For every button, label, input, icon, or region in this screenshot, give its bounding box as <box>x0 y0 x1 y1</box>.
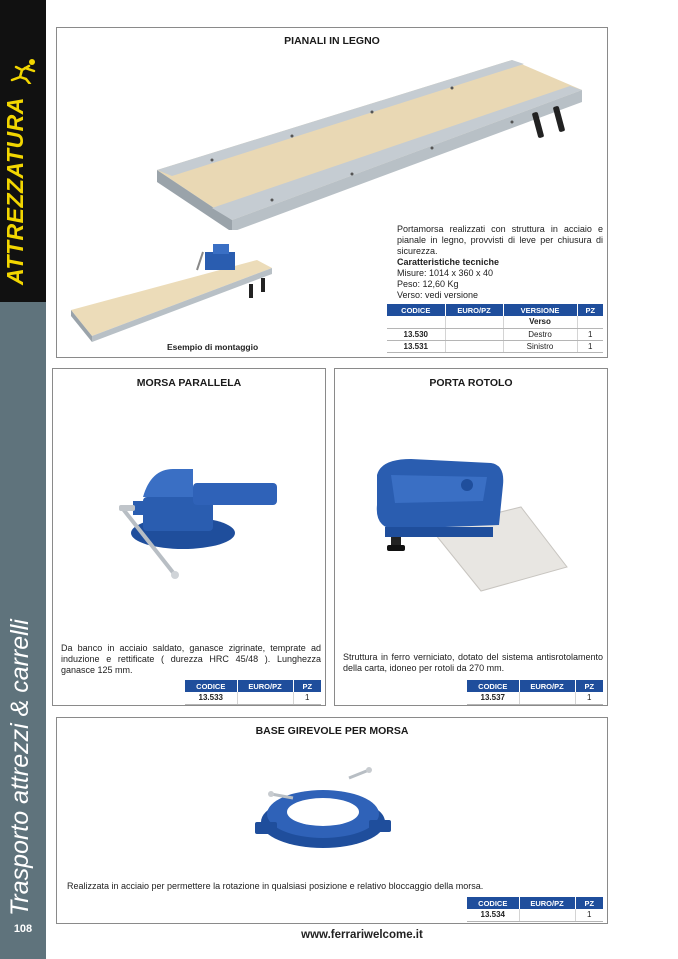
table-header-row <box>467 680 603 692</box>
cell-version: Destro <box>503 328 577 340</box>
cell-code: 13.533 <box>185 692 237 704</box>
cell-pz: 1 <box>293 692 321 704</box>
panel-rotolo <box>334 368 608 706</box>
footer-website-link[interactable]: www.ferrariwelcome.it <box>301 929 423 941</box>
header-codice: CODICE <box>467 680 519 692</box>
cell-euro <box>445 340 503 352</box>
subheader-verso: Verso <box>503 316 577 328</box>
cell-pz: 1 <box>575 692 603 704</box>
swivel-base-image <box>253 764 393 862</box>
cell-pz: 1 <box>575 909 603 921</box>
table-header-row <box>185 680 321 692</box>
side-band <box>0 0 46 959</box>
bench-vise-image <box>113 457 293 587</box>
pianali-description <box>397 224 603 301</box>
header-pz: PZ <box>293 680 321 692</box>
description-text: Portamorsa realizzati con struttura in acciaio e pianale in legno, provvisti di leve per chiusura di sicurezza. <box>397 224 603 256</box>
header-versione: VERSIONE <box>503 304 577 316</box>
panel-morsa <box>52 368 326 706</box>
table-header-row <box>467 897 603 909</box>
category-label: Trasporto attrezzi & carrelli <box>6 619 34 916</box>
rotolo-code-table <box>467 680 603 705</box>
header-codice: CODICE <box>467 897 519 909</box>
table-subheader-row <box>387 316 603 328</box>
header-euro: EURO/PZ <box>519 680 575 692</box>
cell-euro <box>519 692 575 704</box>
header-pz: PZ <box>575 897 603 909</box>
cell-code: 13.530 <box>387 328 445 340</box>
header-euro: EURO/PZ <box>445 304 503 316</box>
table-row <box>387 328 603 340</box>
table-row <box>467 909 603 921</box>
base-code-table <box>467 897 603 922</box>
table-row <box>185 692 321 704</box>
panel-title: BASE GIREVOLE PER MORSA <box>255 725 409 737</box>
paper-roll-holder-image <box>371 455 571 595</box>
mounting-example-label: Esempio di montaggio <box>167 342 259 352</box>
header-codice: CODICE <box>185 680 237 692</box>
table-row <box>467 692 603 704</box>
rotolo-description: Struttura in ferro verniciato, dotato del sistema antisrotolamento della carta, idoneo per rotoli da 270 mm. <box>343 652 603 673</box>
morsa-description: Da banco in acciaio saldato, ganasce zigrinate, temprate ad induzione e rettificate ( durezza HRC 45/48 ). Lunghezza ganasce 125 mm. <box>61 643 321 675</box>
header-euro: EURO/PZ <box>237 680 293 692</box>
header-pz: PZ <box>577 304 603 316</box>
specs-title: Caratteristiche tecniche <box>397 257 500 267</box>
header-pz: PZ <box>575 680 603 692</box>
panel-title: PIANALI IN LEGNO <box>284 35 380 47</box>
base-description: Realizzata in acciaio per permettere la rotazione in qualsiasi posizione e relativo bloccaggio della morsa. <box>67 881 484 891</box>
cell-code: 13.531 <box>387 340 445 352</box>
mounting-example-image <box>67 238 277 348</box>
pianali-code-table <box>387 304 603 353</box>
cell-euro <box>519 909 575 921</box>
wooden-board-image <box>152 50 592 230</box>
cell-version: Sinistro <box>503 340 577 352</box>
cell-code: 13.537 <box>467 692 519 704</box>
spec-weight: Peso: 12,60 Kg <box>397 279 459 289</box>
cell-euro <box>237 692 293 704</box>
section-label: ATTREZZATURA <box>2 97 28 285</box>
cell-pz: 1 <box>577 340 603 352</box>
cell-euro <box>445 328 503 340</box>
table-header-row <box>387 304 603 316</box>
panel-title: MORSA PARALLELA <box>136 377 242 389</box>
cell-pz: 1 <box>577 328 603 340</box>
header-euro: EURO/PZ <box>519 897 575 909</box>
spec-size: Misure: 1014 x 360 x 40 <box>397 268 494 278</box>
header-codice: CODICE <box>387 304 445 316</box>
panel-title: PORTA ROTOLO <box>429 377 513 389</box>
spec-direction: Verso: vedi versione <box>397 290 479 300</box>
panel-pianali <box>56 27 608 358</box>
panel-base <box>56 717 608 924</box>
morsa-code-table <box>185 680 321 705</box>
cell-code: 13.534 <box>467 909 519 921</box>
table-row <box>387 340 603 352</box>
page-number: 108 <box>13 923 33 935</box>
